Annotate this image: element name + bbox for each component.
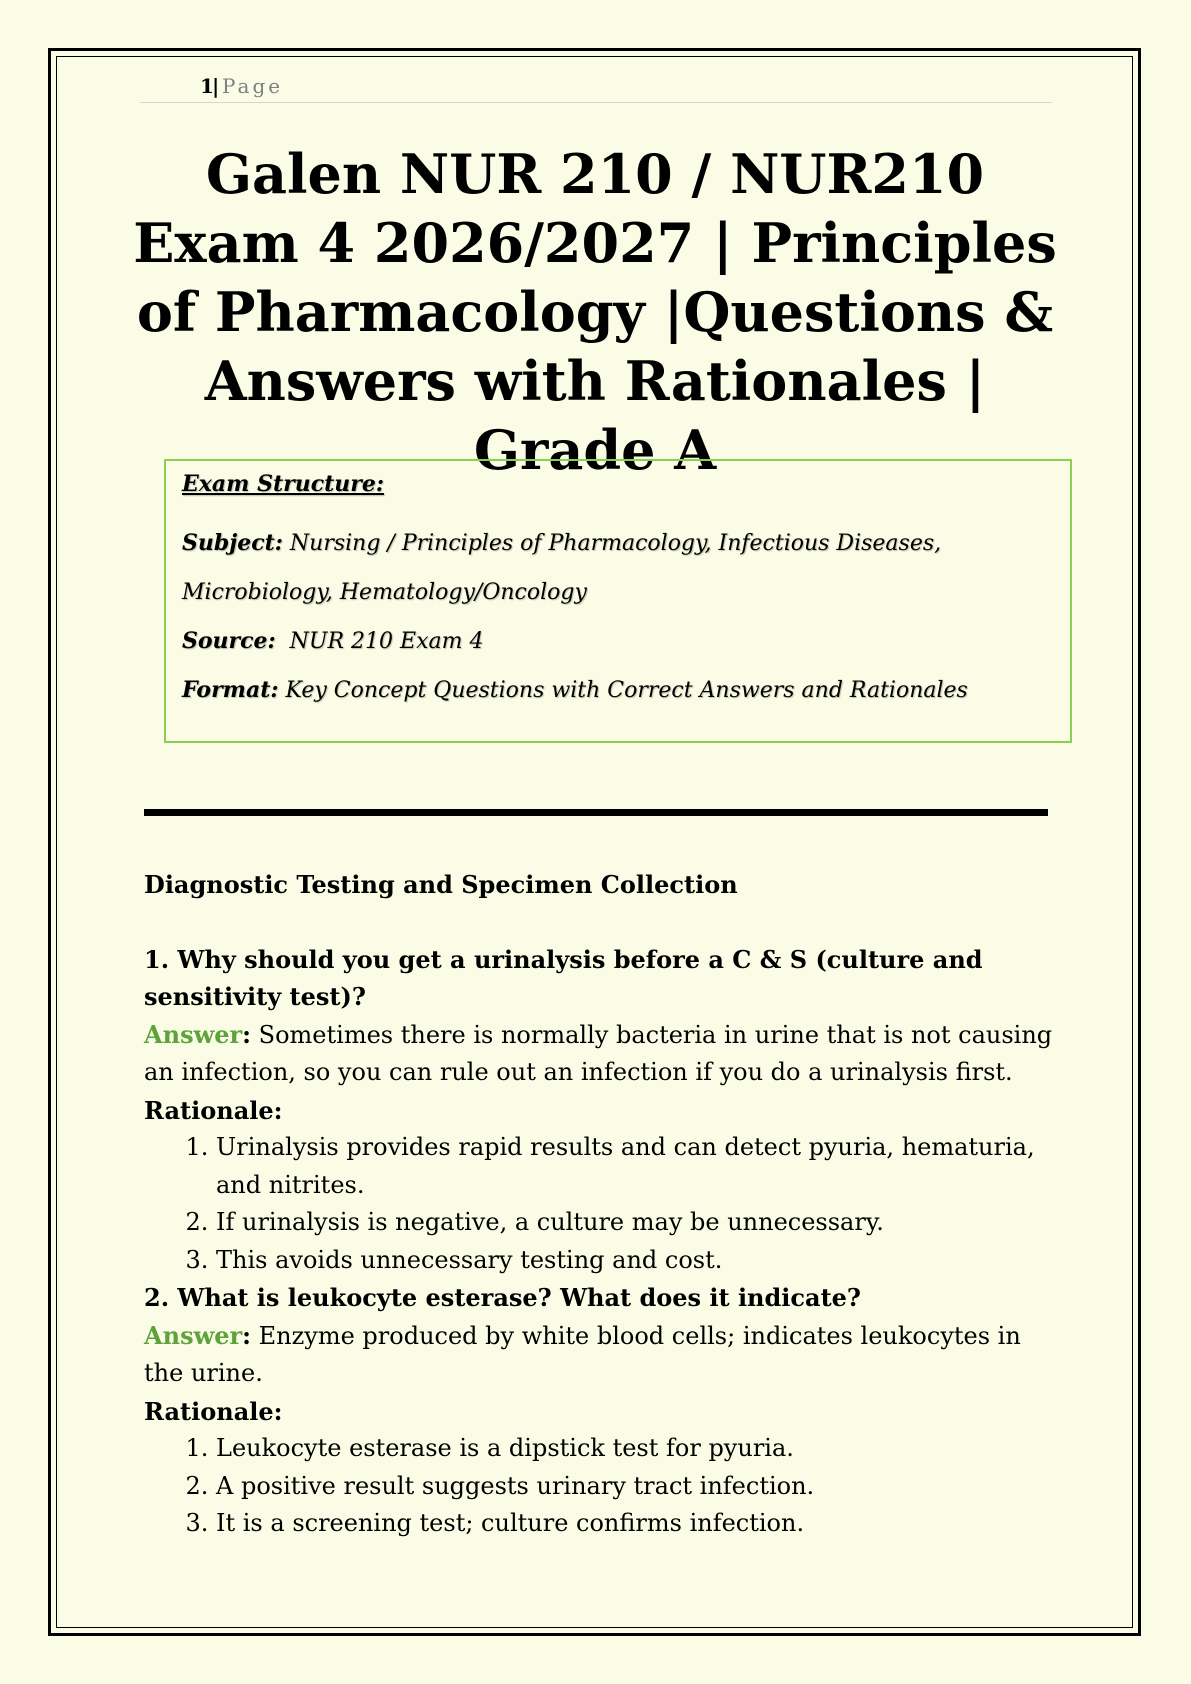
subject-line bbox=[182, 519, 1070, 617]
format-label: Format: bbox=[182, 677, 279, 703]
rationale-item: 1. Leukocyte esterase is a dipstick test for pyuria. bbox=[216, 1430, 1064, 1468]
rationale-label: Rationale: bbox=[144, 1095, 283, 1125]
exam-structure-heading: Exam Structure: bbox=[182, 471, 384, 497]
page-label: Page bbox=[222, 74, 284, 98]
source-value: NUR 210 Exam 4 bbox=[289, 629, 484, 654]
question-block-2 bbox=[144, 1279, 1064, 1543]
rationale-item: 3. It is a screening test; culture confirms infection. bbox=[216, 1505, 1064, 1543]
question-text: 1. Why should you get a urinalysis before a C & S (culture and sensitivity test)? bbox=[144, 944, 983, 1011]
answer-label: Answer bbox=[144, 1320, 243, 1350]
answer-line: Answer: Enzyme produced by white blood cells; indicates leukocytes in the urine. bbox=[144, 1320, 1021, 1387]
subject-value: Nursing / Principles of Pharmacology, Infectious Diseases, Microbiology, Hematology/Oncology bbox=[182, 531, 942, 605]
answer-line: Answer: Sometimes there is normally bacteria in urine that is not causing an infection, so you can rule out an infection if you do a urinalysis first. bbox=[144, 1019, 1053, 1086]
source-label: Source: bbox=[182, 628, 276, 654]
format-value: Key Concept Questions with Correct Answers and Rationales bbox=[285, 678, 968, 703]
subject-label: Subject: bbox=[182, 530, 283, 556]
question-block-1 bbox=[144, 941, 1064, 1280]
answer-text: Enzyme produced by white blood cells; indicates leukocytes in the urine. bbox=[144, 1321, 1021, 1387]
answer-label: Answer bbox=[144, 1019, 243, 1049]
exam-structure-box bbox=[164, 459, 1072, 743]
rationale-item: 3. This avoids unnecessary testing and cost. bbox=[216, 1242, 1064, 1280]
rationale-list bbox=[144, 1430, 1064, 1543]
rationale-item: 1. Urinalysis provides rapid results and can detect pyuria, hematuria, and nitrites. bbox=[216, 1129, 1064, 1204]
question-text: 2. What is leukocyte esterase? What does it indicate? bbox=[144, 1283, 861, 1312]
page-separator: | bbox=[212, 74, 220, 98]
section-title: Diagnostic Testing and Specimen Collection bbox=[144, 870, 738, 899]
format-line bbox=[182, 666, 1070, 715]
page-number: 1 bbox=[200, 74, 214, 98]
content bbox=[144, 866, 1064, 1543]
source-line bbox=[182, 617, 1070, 666]
answer-text: Sometimes there is normally bacteria in urine that is not causing an infection, so you can rule out an infection if you do a urinalysis first. bbox=[144, 1020, 1053, 1086]
section-divider bbox=[144, 809, 1048, 816]
document-title: Galen NUR 210 / NUR210 Exam 4 2026/2027 | Principles of Pharmacology |Questions & Answers with Rationales | Grade A bbox=[133, 142, 1057, 482]
rationale-list bbox=[144, 1129, 1064, 1279]
page-header bbox=[140, 72, 1052, 103]
rationale-label: Rationale: bbox=[144, 1396, 283, 1426]
rationale-item: 2. A positive result suggests urinary tract infection. bbox=[216, 1468, 1064, 1506]
rationale-item: 2. If urinalysis is negative, a culture may be unnecessary. bbox=[216, 1204, 1064, 1242]
